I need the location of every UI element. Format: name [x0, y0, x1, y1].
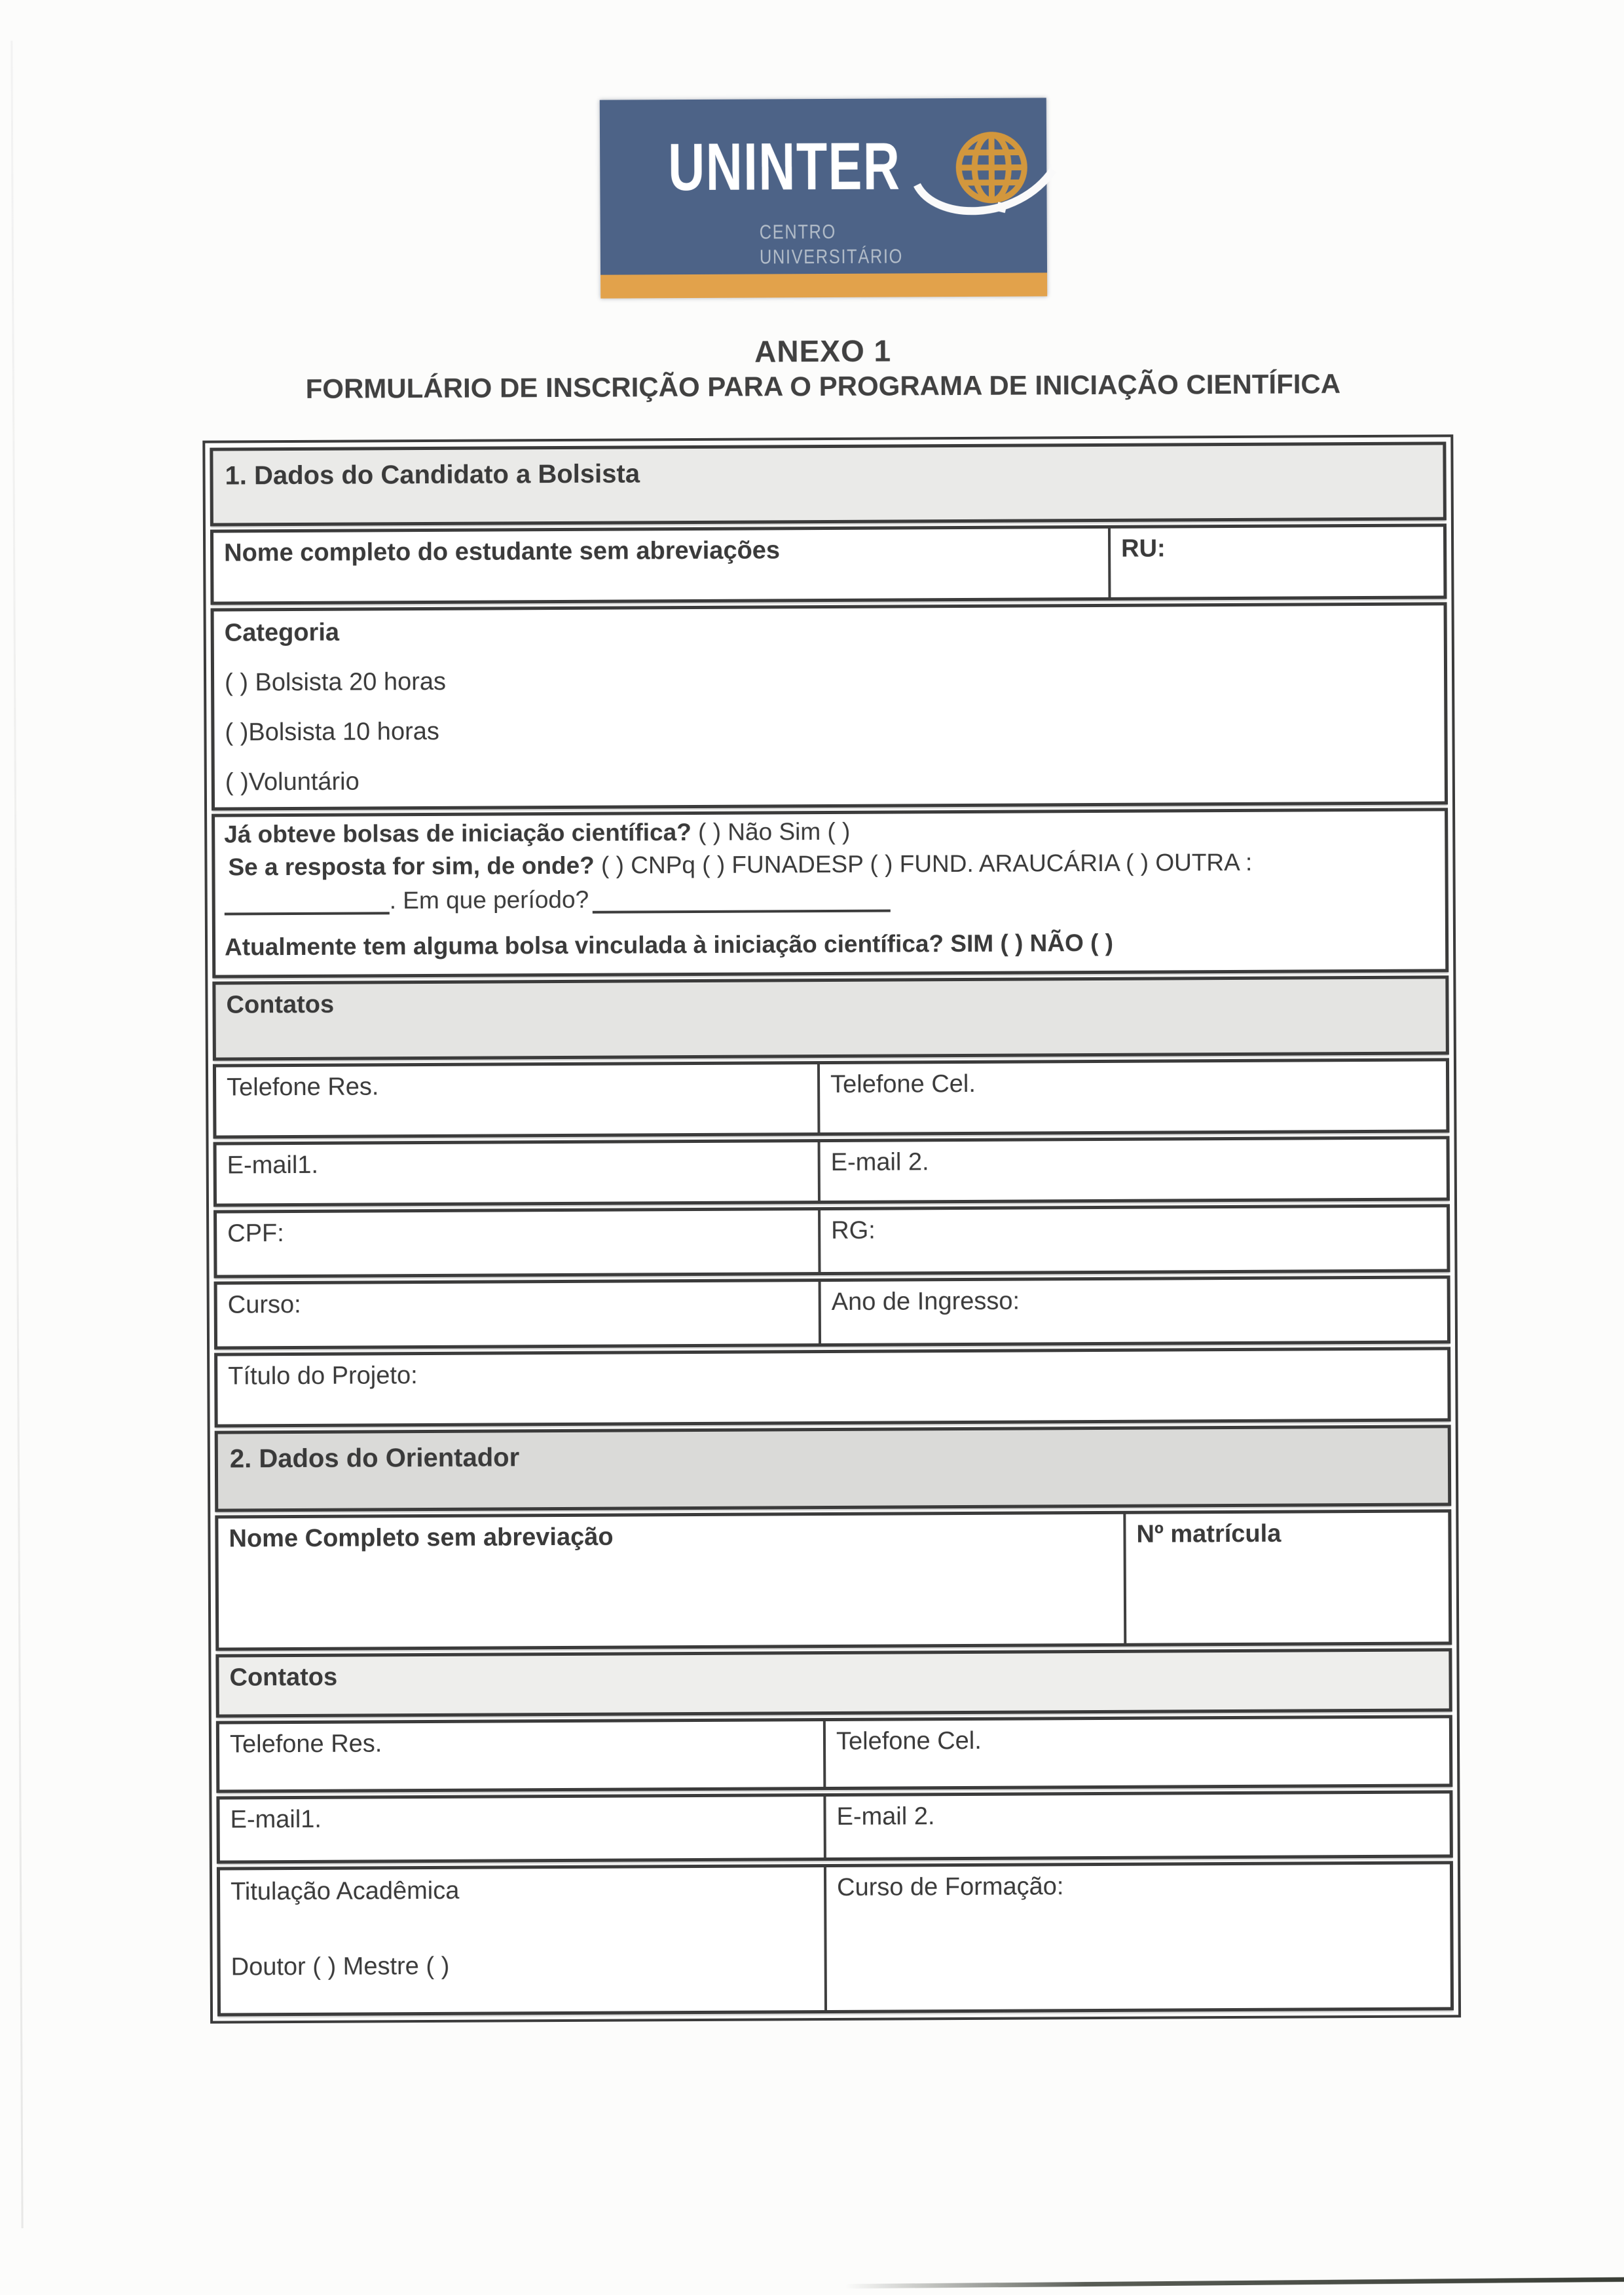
- section2-telefone-row: [216, 1715, 1453, 1793]
- section2-contatos-label: Contatos: [229, 1663, 338, 1692]
- advisor-email2-label: E-mail 2.: [836, 1802, 935, 1831]
- titulacao-field: [220, 1867, 827, 2013]
- section1-header: 1. Dados do Candidato a Bolsista: [210, 441, 1447, 526]
- globe-icon: [913, 124, 1061, 239]
- bolsas-question4: Atualmente tem alguma bolsa vinculada à iniciação científica? SIM ( ) NÃO ( ): [224, 929, 1114, 961]
- ano-ingresso-field: [821, 1278, 1447, 1343]
- telefone-cel-label: Telefone Cel.: [830, 1070, 976, 1098]
- email1-field: [217, 1142, 821, 1204]
- section1-telefone-row: [213, 1058, 1450, 1138]
- bolsas-question1: [224, 815, 1435, 848]
- uninter-logo: [600, 98, 1047, 298]
- advisor-email1-label: E-mail1.: [230, 1805, 322, 1834]
- logo-subtitle-line1: CENTRO: [759, 219, 836, 244]
- advisor-name-field: [218, 1514, 1126, 1648]
- matricula-field: [1126, 1512, 1449, 1643]
- bolsas-question1-label: Já obteve bolsas de iniciação científica?: [224, 819, 692, 848]
- bolsas-question2: [224, 848, 1435, 881]
- telefone-res-label: Telefone Res.: [227, 1073, 379, 1102]
- section1-email-row: [213, 1136, 1450, 1206]
- form-title: FORMULÁRIO DE INSCRIÇÃO PARA O PROGRAMA DE INICIAÇÃO CIENTÍFICA: [305, 368, 1341, 404]
- advisor-telefone-cel-label: Telefone Cel.: [836, 1726, 982, 1755]
- email1-label: E-mail1.: [227, 1151, 319, 1180]
- advisor-telefone-res-label: Telefone Res.: [229, 1730, 382, 1759]
- periodo-blank-line: [593, 882, 891, 914]
- bolsas-question1-options: ( ) Não Sim ( ): [697, 817, 851, 846]
- categoria-option-voluntario: ( )Voluntário: [225, 768, 360, 796]
- titulacao-label: Titulação Acadêmica: [231, 1876, 460, 1906]
- periodo-label: . Em que período?: [389, 886, 589, 914]
- categoria-label: Categoria: [224, 618, 340, 647]
- cpf-field: [217, 1210, 821, 1275]
- curso-formacao-field: [826, 1864, 1450, 2010]
- bolsas-period-line: [225, 879, 1436, 915]
- telefone-res-field: [216, 1064, 820, 1136]
- section1-contatos-label: Contatos: [226, 990, 335, 1019]
- student-name-field: [213, 529, 1111, 602]
- ru-field: [1111, 527, 1444, 597]
- bolsas-question2-options: ( ) CNPq ( ) FUNADESP ( ) FUND. ARAUCÁRIA ( ) OUTRA :: [600, 848, 1253, 879]
- bolsas-question2-label: Se a resposta for sim, de onde?: [228, 851, 595, 881]
- curso-formacao-label: Curso de Formação:: [836, 1873, 1064, 1901]
- section1-contatos-header: [212, 975, 1449, 1060]
- advisor-email2-field: [826, 1793, 1449, 1857]
- curso-ano-row: [214, 1275, 1450, 1349]
- section2-email-row: [216, 1790, 1452, 1863]
- advisor-telefone-cel-field: [826, 1718, 1449, 1787]
- advisor-email1-field: [219, 1797, 826, 1861]
- email2-label: E-mail 2.: [830, 1148, 929, 1176]
- section2-contatos-header: [215, 1648, 1452, 1717]
- titulo-projeto-row: [214, 1347, 1451, 1427]
- scan-artifact-bottom-smudge: [845, 2277, 1624, 2289]
- categoria-option-bolsista20: ( ) Bolsista 20 horas: [224, 667, 447, 697]
- matricula-label: Nº matrícula: [1136, 1520, 1282, 1548]
- bolsas-row: [212, 808, 1449, 978]
- curso-label: Curso:: [227, 1290, 301, 1319]
- cpf-rg-row: [213, 1204, 1450, 1278]
- section2-nome-row: [215, 1509, 1452, 1651]
- annex-title: ANEXO 1: [754, 333, 892, 369]
- advisor-name-label: Nome Completo sem abreviação: [229, 1523, 614, 1553]
- student-name-label: Nome completo do estudante sem abreviações: [224, 536, 781, 567]
- categoria-option-bolsista10: ( )Bolsista 10 horas: [225, 717, 439, 747]
- email2-field: [821, 1139, 1447, 1201]
- rg-label: RG:: [831, 1216, 876, 1244]
- origin-blank-line: [225, 884, 390, 915]
- titulacao-options: Doutor ( ) Mestre ( ): [231, 1952, 450, 1981]
- categoria-row: [211, 602, 1448, 810]
- section1-nome-row: [210, 523, 1447, 605]
- advisor-telefone-res-field: [219, 1721, 826, 1790]
- logo-brand-text: UNINTER: [667, 128, 901, 205]
- logo-subtitle: [760, 219, 903, 269]
- section2-header: 2. Dados do Orientador: [215, 1425, 1452, 1512]
- logo-orange-bar: [600, 272, 1047, 298]
- titulacao-row: [217, 1861, 1454, 2016]
- ru-label: RU:: [1121, 534, 1166, 563]
- form-table: [202, 434, 1461, 2023]
- titulo-projeto-label: Título do Projeto:: [228, 1362, 418, 1390]
- ano-ingresso-label: Ano de Ingresso:: [831, 1287, 1020, 1316]
- cpf-label: CPF:: [227, 1220, 284, 1248]
- telefone-cel-field: [820, 1061, 1446, 1132]
- curso-field: [217, 1282, 821, 1347]
- logo-subtitle-line2: UNIVERSITÁRIO: [759, 244, 904, 269]
- rg-field: [821, 1207, 1447, 1272]
